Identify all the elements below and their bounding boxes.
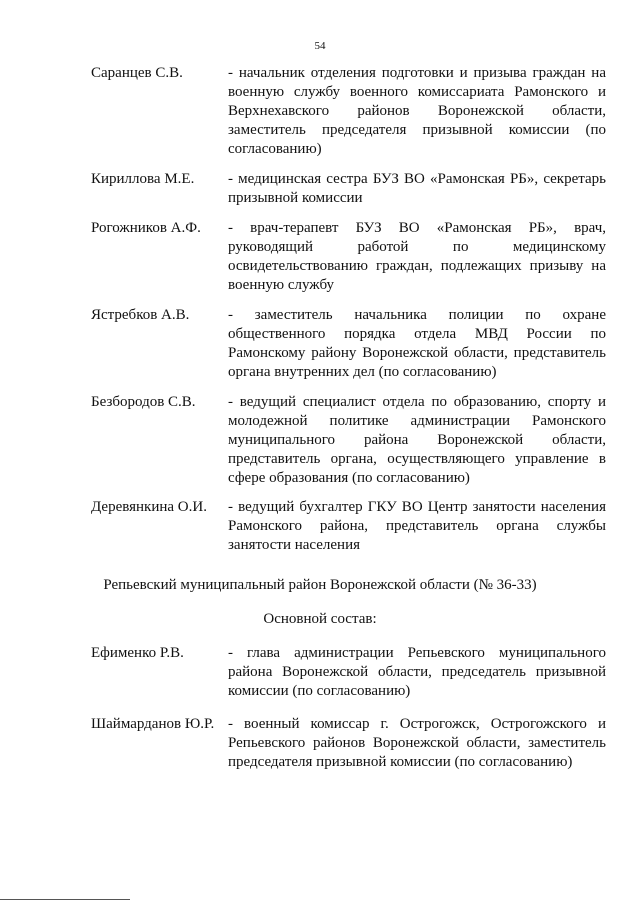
member-role: - медицинская сестра БУЗ ВО «Рамонская РБ», секретарь призывной комиссии	[228, 171, 606, 206]
member-entry	[91, 498, 606, 555]
member-name: Шаймарданов Ю.Р.	[91, 716, 215, 732]
page-number: 54	[314, 40, 326, 52]
member-role: - ведущий бухгалтер ГКУ ВО Центр занятости населения Рамонского района, представитель органа службы занятости населения	[228, 499, 606, 553]
member-entry	[91, 219, 606, 295]
composition-heading: Основной состав:	[263, 611, 377, 627]
member-entry	[91, 644, 606, 701]
footer-divider	[0, 899, 130, 900]
member-role: - заместитель начальника полиции по охране общественного порядка отдела МВД России по Рамонскому району Воронежской области, представитель органа внутренних дел (по согласованию)	[228, 307, 606, 380]
member-role: - ведущий специалист отдела по образованию, спорту и молодежной политике администрации Рамонского муниципального района Воронежской области, представитель органа, осуществляющего управление в сфере образования (по согласованию)	[228, 394, 606, 486]
member-name: Саранцев С.В.	[91, 65, 183, 81]
member-name: Кириллова М.Е.	[91, 171, 195, 187]
member-name: Ефименко Р.В.	[91, 645, 184, 661]
member-name: Деревянкина О.И.	[91, 499, 207, 515]
member-entry	[91, 64, 606, 159]
member-name: Рогожников А.Ф.	[91, 220, 201, 236]
member-role: - военный комиссар г. Острогожск, Острогожского и Репьевского районов Воронежской области, заместитель председателя призывной комиссии (по согласованию)	[228, 716, 606, 770]
member-role: - врач-терапевт БУЗ ВО «Рамонская РБ», врач, руководящий работой по медицинскому освидетельствованию граждан, подлежащих призыву на военную службу	[228, 220, 606, 293]
member-role: - глава администрации Репьевского муниципального района Воронежской области, председатель призывной комиссии (по согласованию)	[228, 645, 606, 699]
member-entry	[91, 306, 606, 382]
member-name: Ястребков А.В.	[91, 307, 190, 323]
member-entry	[91, 393, 606, 488]
member-role: - начальник отделения подготовки и призыва граждан на военную службу военного комиссариата Рамонского и Верхнехавского районов Воронежской области, заместитель председателя призывной комиссии (по согласованию)	[228, 65, 606, 157]
member-entry	[91, 170, 606, 208]
member-name: Безбородов С.В.	[91, 394, 196, 410]
district-heading: Репьевский муниципальный район Воронежской области (№ 36-33)	[103, 577, 537, 593]
member-entry	[91, 715, 606, 772]
